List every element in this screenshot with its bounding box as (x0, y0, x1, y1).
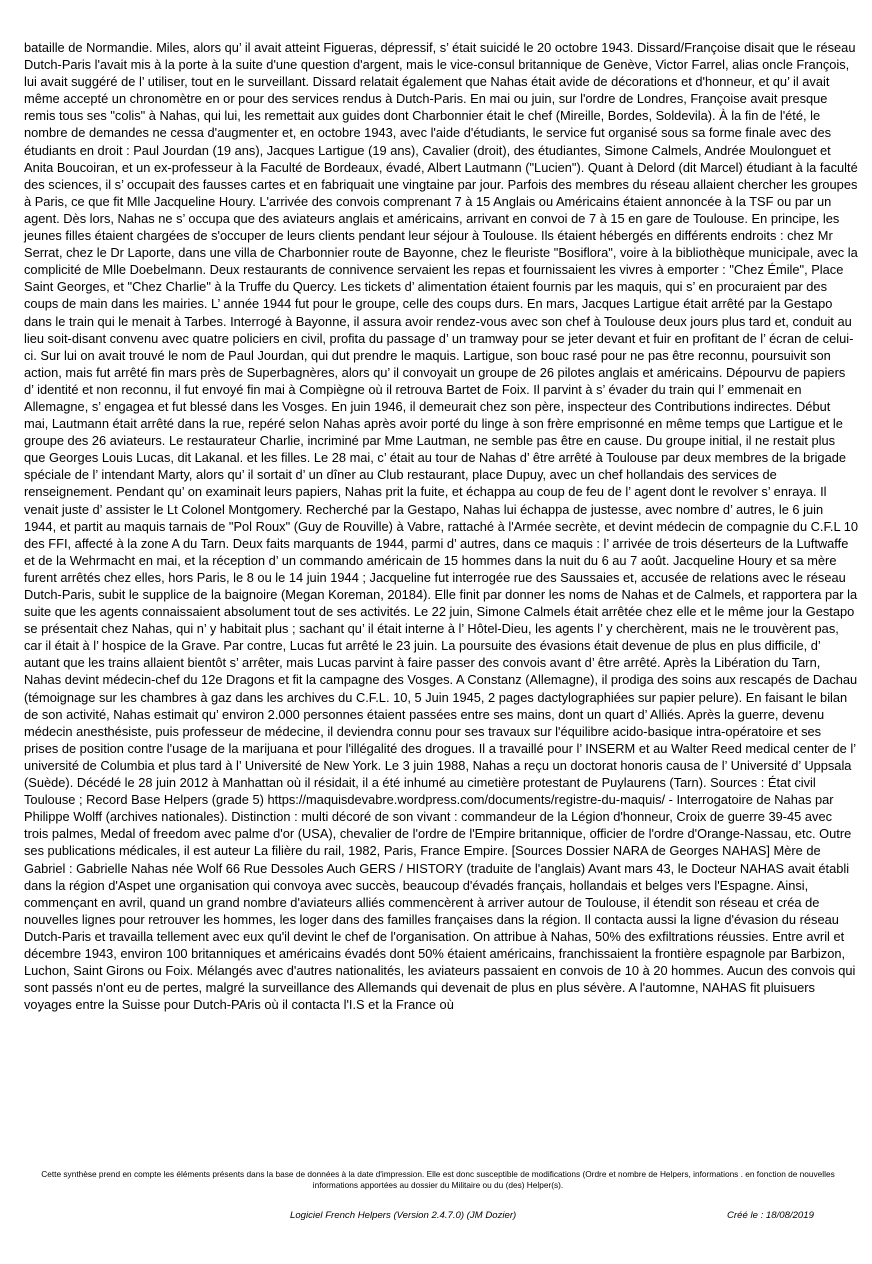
footer-disclaimer: Cette synthèse prend en compte les éléments présents dans la base de données à la date d'impression. Elle est donc susceptible de modifications (Ordre et nombre de Helpers, informations . en fonction de nouvelles informations apportées au dossier du Militaire ou du (des) Helper(s). (41, 1169, 835, 1190)
document-body-text: bataille de Normandie. Miles, alors qu’ il avait atteint Figueras, dépressif, s’ était suicidé le 20 octobre 1943. Dissard/Françoise disait que le réseau Dutch-Paris l'avait mis à la porte à la suite d'une question d'argent, mais le vice-consul britannique de Genève, Victor Farrel, alias oncle François, lui avait suggéré de l’ utiliser, tout en le surveillant. Dissard relatait également que Nahas était avide de décorations et d'honneur, et qu’ il avait même accepté un chronomètre en or pour des services rendus à Dutch-Paris. En mai ou juin, sur l'ordre de Londres, Françoise avait presque remis tous ses "colis" à Nahas, qui lui, les remettait aux guides dont Charbonnier était le chef (Mireille, Bordes, Soldevila). À la fin de l'été, le nombre de demandes ne cessa d'augmenter et, en octobre 1943, avec l'aide d'étudiants, le service fut organisé sous sa forme finale avec des étudiants en droit : Paul Jourdan (19 ans), Jacques Lartigue (19 ans), Cavalier (droit), des étudiantes, Simone Calmels, Andrée Moulonguet et Anita Boucoiran, et un ex-professeur à la Faculté de Bordeaux, évadé, Albert Lautmann ("Lucien"). Quant à Delord (dit Marcel) étudiant à la faculté des sciences, il s’ occupait des fausses cartes et en fabriquait une vingtaine par jour. Parfois des membres du réseau allaient chercher les groupes à Paris, ce que fit Mlle Jacqueline Houry. L'arrivée des convois comprenant 7 à 15 Anglais ou Américains étaient annoncée à la TSF ou par un agent. Dès lors, Nahas ne s’ occupa que des aviateurs anglais et américains, arrivant en convoi de 7 à 15 en gare de Toulouse. En principe, les jeunes filles étaient chargées de s'occuper de leurs clients pendant leur séjour à Toulouse. Ils étaient hébergés en différents endroits : chez Mr Serrat, chez le Dr Laporte, dans une villa de Charbonnier route de Bayonne, chez le fleuriste "Bosiflora", voire à la bibliothèque municipale, avec la complicité de Mlle Doebelmann. Deux restaurants de connivence servaient les repas et fournissaient les vivres à emporter : "Chez Émile", Place Saint Georges, et "Chez Charlie" à la Truffe du Quercy. Les tickets d’ alimentation étaient fournis par les maquis, qui s’ en procuraient par des coups de main dans les mairies. L’ année 1944 fut pour le groupe, celle des coups durs. En mars, Jacques Lartigue était arrêté par la Gestapo dans le train qui le menait à Tarbes. Interrogé à Bayonne, il assura avoir rendez-vous avec son chef à Toulouse deux jours plus tard et, conduit au lieu soit-disant convenu avec quatre policiers en civil, profita du passage d’ un tramway pour se jeter devant et fuir en profitant de l’ écran de celui-ci. Sur lui on avait trouvé le nom de Paul Jourdan, qui dut prendre le maquis. Lartigue, son bouc rasé pour ne pas être reconnu, poursuivit son action, mais fut arrêté fin mars près de Superbagnères, alors qu’ il convoyait un groupe de 26 pilotes anglais et américains. Dépourvu de papiers d’ identité et non reconnu, il fut envoyé fin mai à Compiègne où il retrouva Bartet de Foix. Il parvint à s’ évader du train qui l’ emmenait en Allemagne, s’ engagea et fut blessé dans les Vosges. En juin 1946, il demeurait chez son père, inspecteur des Contributions indirectes. Début mai, Lautmann était arrêté dans la rue, repéré selon Nahas après avoir porté du linge à son frère emprisonné en même temps que Lartigue et le groupe des 26 aviateurs. Le restaurateur Charlie, incriminé par Mme Lautman, ne semble pas être en cause. Du groupe initial, il ne restait plus que Georges Louis Lucas, dit Lakanal. et les filles. Le 28 mai, c’ était au tour de Nahas d’ être arrêté à Toulouse par deux membres de la brigade spéciale de l’ intendant Marty, alors qu’ il sortait d’ un dîner au Club restaurant, place Dupuy, avec un chef hollandais des services de renseignement. Pendant qu’ on examinait leurs papiers, Nahas prit la fuite, et échappa au coup de feu de l’ agent dont le revolver s’ enraya. Il venait juste d’ assister le Lt Colonel Montgomery. Recherché par la Gestapo, Nahas lui échappa de justesse, avec nombre d’ autres, le 6 juin 1944, et partit au maquis tarnais de "Pol Roux" (Guy de Rouville) à Vabre, rattaché à l'Armée secrète, et devint médecin de compagnie du C.F.L 10 des FFI, affecté à la zone A du Tarn. Deux faits marquants de 1944, parmi d’ autres, dans ce maquis : l’ arrivée de trois déserteurs de la Luftwaffe et de la Wehrmacht en mai, et la réception d’ un commando américain de 15 hommes dans la nuit du 6 au 7 août. Jacqueline Houry et sa mère furent arrêtés chez elles, hors Paris, le 8 ou le 14 juin 1944 ; Jacqueline fut interrogée rue des Saussaies et, accusée de relations avec le réseau Dutch-Paris, subit le supplice de la baignoire (Megan Koreman, 20184). Elle finit par donner les noms de Nahas et de Calmels, et rapportera par la suite que les agents connaissaient absolument tout de ses activités. Le 22 juin, Simone Calmels était arrêtée chez elle et le même jour la Gestapo se présentait chez Nahas, qui n’ y habitait plus ; sachant qu’ il était interne à l’ Hôtel-Dieu, les agents l’ y cherchèrent, mais ne le trouvèrent pas, car il était à l’ hospice de la Grave. Par contre, Lucas fut arrêté le 23 juin. La poursuite des évasions était devenue de plus en plus difficile, d’ autant que les trains allaient bientôt s’ arrêter, mais Lucas parvint à faire passer des convois avant d’ être arrêté. Après la Libération du Tarn, Nahas devint médecin-chef du 12e Dragons et fit la campagne des Vosges. A Constanz (Allemagne), il prodiga des soins aux rescapés de Dachau (témoignage sur les chambres à gaz dans les archives du C.F.L. 10, 5 Juin 1945, 2 pages dactylographiées sur papier pelure). En faisant le bilan de son activité, Nahas estimait qu’ environ 2.000 personnes étaient passées entre ses mains, dont un quart d’ Alliés. Après la guerre, devenu médecin anesthésiste, puis professeur de médecine, il deviendra connu pour ses travaux sur l'équilibre acido-basique intra-opératoire et ses prises de position contre l'usage de la marijuana et pour l'illégalité des drogues. Il a travaillé pour l’ INSERM et au Walter Reed medical center de l’ université de Columbia et plus tard à l’ Université de New York. Le 3 juin 1988, Nahas a reçu un doctorat honoris causa de l’ Université d’ Uppsala (Suède). Décédé le 28 juin 2012 à Manhattan où il résidait, il a été inhumé au cimetière protestant de Puylaurens (Tarn). Sources : État civil Toulouse ; Record Base Helpers (grade 5) https://maquisdevabre.wordpress.com/documents/registre-du-maquis/ - Interrogatoire de Nahas par Philippe Wolff (archives nationales). Distinction : multi décoré de son vivant : commandeur de la Légion d'honneur, Croix de guerre 39-45 avec trois palmes, Medal of freedom avec palme d'or (USA), chevalier de l'ordre de l'Empire britannique, officier de l'ordre d'Orange-Nassau, etc. Outre ses publications médicales, il est auteur La filière du rail, 1982, Paris, France Empire. [Sources Dossier NARA de Georges NAHAS] Mère de Gabriel : Gabrielle Nahas née Wolf 66 Rue Dessoles Auch GERS / HISTORY (traduite de l'anglais) Avant mars 43, le Docteur NAHAS avait établi dans la région d'Aspet une organisation qui convoya avec succès, beaucoup d'évadés français, hollandais et belges vers l'Espagne. Ainsi, commençant en avril, quand un grand nombre d'aviateurs alliés commencèrent à arriver autour de Toulouse, il étendit son réseau et créa de nouvelles lignes pour retrouver les hommes, les loger dans des familles françaises dans la région. Il contacta aussi la ligne d'évasion du réseau Dutch-Paris et travailla tellement avec eux qu'il devint le chef de l'organisation. On attribue à Nahas, 50% des exfiltrations réussies. Entre avril et décembre 1943, environ 100 britanniques et américains évadés dont 50% étaient américains, franchissaient la frontière espagnole par Barbizon, Luchon, Saint Girons ou Foix. Mélangés avec d'autres nationalités, les aviateurs passaient en convois de 10 à 20 hommes. Aucun des convois qui sont passés n'ont eu de pertes, malgré la surveillance des Allemands qui devenait de plus en plus sévère. A l'automne, NAHAS fit pluisuers voyages entre la Suisse pour Dutch-PAris où il contacta l'I.S et la France où (24, 40, 859, 1013)
footer-creation-date: Créé le : 18/08/2019 (727, 1210, 814, 1221)
footer-software-credit: Logiciel French Helpers (Version 2.4.7.0) (JM Dozier) (290, 1210, 517, 1221)
